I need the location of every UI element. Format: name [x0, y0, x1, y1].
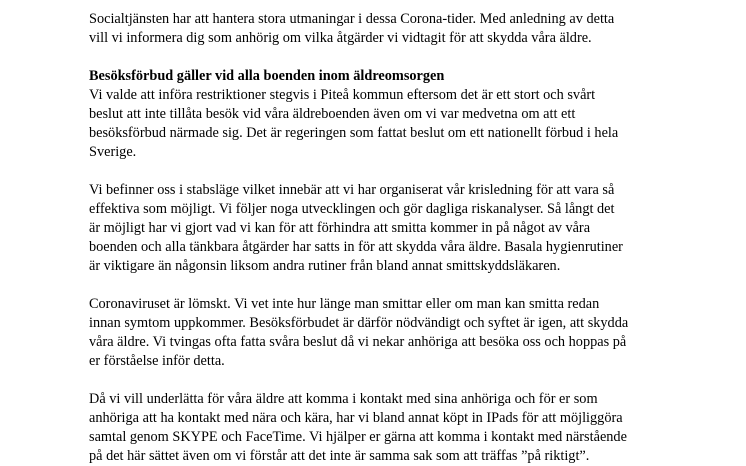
paragraph-line: samtal genom SKYPE och FaceTime. Vi hjälper er gärna att komma i kontakt med närstående — [89, 429, 627, 445]
paragraph-line: är viktigare än någonsin liksom andra rutiner från bland annat smittskyddsläkaren. — [89, 258, 561, 274]
paragraph-crisis-management — [89, 181, 689, 276]
paragraph-line: Vi valde att införa restriktioner stegvis i Piteå kommun eftersom det är ett stort och svårt — [89, 87, 596, 103]
paragraph-gap — [89, 162, 689, 181]
paragraph-coronavirus — [89, 295, 689, 371]
paragraph-line: besöksförbud närmade sig. Det är regeringen som fattat beslut om ett nationellt förbud i hela — [89, 125, 619, 141]
paragraph-line: boenden och alla tänkbara åtgärder har satts in för att skydda våra äldre. Basala hygienrutiner — [89, 239, 623, 255]
paragraph-gap — [89, 371, 689, 390]
paragraph-visiting-ban — [89, 86, 689, 162]
paragraph-line: är möjligt har vi gjort vad vi kan för att förhindra att smitta kommer in på något av våra — [89, 220, 591, 236]
paragraph-line: Då vi vill underlätta för våra äldre att komma i kontakt med sina anhöriga och för er som — [89, 391, 598, 407]
paragraph-line: beslut att inte tillåta besök vid våra äldreboenden även om vi var medvetna om att ett — [89, 106, 576, 122]
paragraph-line: innan symtom uppkommer. Besöksförbudet är därför nödvändigt och syftet är igen, att skydda — [89, 315, 629, 331]
paragraph-line: våra äldre. Vi tvingas ofta fatta svåra beslut då vi nekar anhöriga att besöka oss och hoppas på — [89, 334, 627, 350]
paragraph-line: Vi befinner oss i stabsläge vilket innebär att vi har organiserat vår krisledning för att vara så — [89, 182, 615, 198]
paragraph-line: Sverige. — [89, 144, 137, 160]
document-body — [89, 10, 689, 466]
paragraph-gap — [89, 48, 689, 67]
paragraph-line: effektiva som möjligt. Vi följer noga utvecklingen och gör dagliga riskanalyser. Så långt det — [89, 201, 615, 217]
intro-line: vill vi informera dig som anhörig om vilka åtgärder vi vidtagit för att skydda våra äldre. — [89, 30, 592, 46]
paragraph-gap — [89, 276, 689, 295]
paragraph-line: anhöriga att ha kontakt med nära och kära, har vi bland annat köpt in IPads för att möjliggöra — [89, 410, 623, 426]
intro-line: Socialtjänsten har att hantera stora utmaningar i dessa Corona-tider. Med anledning av detta — [89, 11, 615, 27]
intro-paragraph — [89, 10, 689, 48]
paragraph-line: Coronaviruset är lömskt. Vi vet inte hur länge man smittar eller om man kan smitta redan — [89, 296, 600, 312]
section-heading: Besöksförbud gäller vid alla boenden inom äldreomsorgen — [89, 68, 445, 84]
paragraph-line: er förståelse inför detta. — [89, 353, 225, 369]
paragraph-line: på det här sättet även om vi förstår att det inte är samma sak som att träffas ”på riktigt”. — [89, 448, 590, 464]
paragraph-contact — [89, 390, 689, 466]
